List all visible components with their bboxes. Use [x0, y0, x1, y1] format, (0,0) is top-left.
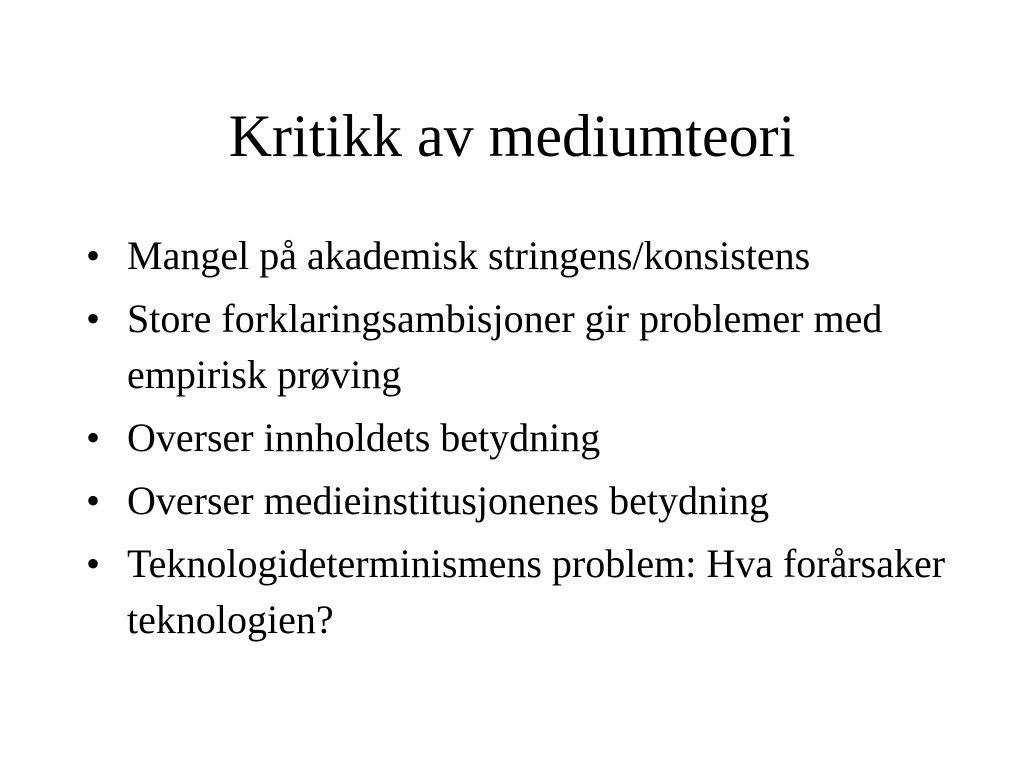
list-item: [86, 410, 946, 466]
list-item: [86, 291, 946, 403]
bullet-icon: •: [86, 415, 101, 460]
bullet-list: [86, 228, 946, 655]
bullet-text: Store forklaringsambisjoner gir problemer med empirisk prøving: [127, 296, 883, 397]
slide-title: Kritikk av mediumteori: [228, 103, 796, 169]
bullet-icon: •: [86, 541, 101, 586]
bullet-icon: •: [86, 233, 101, 278]
bullet-text: Overser medieinstitusjonenes betydning: [127, 478, 770, 523]
bullet-text: Mangel på akademisk stringens/konsistens: [127, 233, 811, 278]
list-item: [86, 473, 946, 529]
list-item: [86, 228, 946, 284]
bullet-text: Teknologideterminismens problem: Hva forårsaker teknologien?: [127, 541, 946, 642]
bullet-icon: •: [86, 478, 101, 523]
list-item: [86, 536, 946, 648]
bullet-icon: •: [86, 296, 101, 341]
bullet-text: Overser innholdets betydning: [127, 415, 601, 460]
